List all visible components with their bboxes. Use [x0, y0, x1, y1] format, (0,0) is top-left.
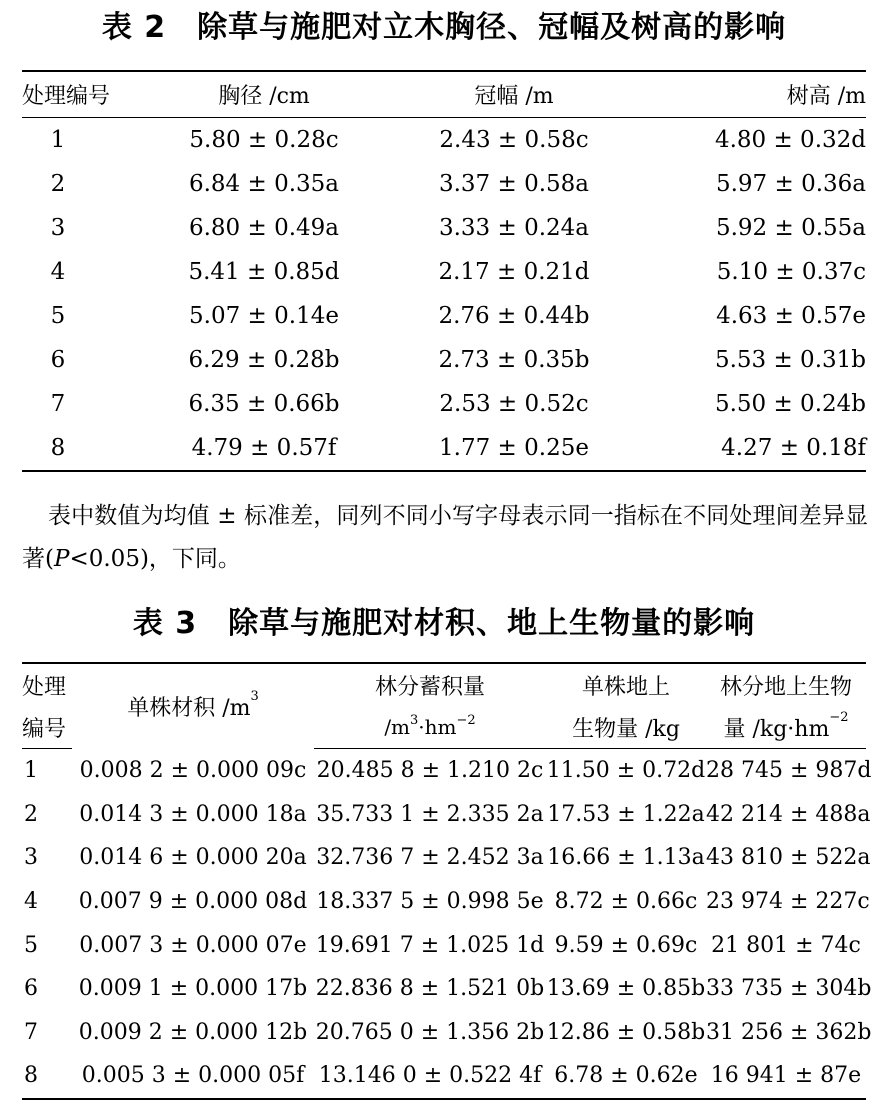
table-cell: 4 [50, 259, 66, 285]
table-cell: 23 974 ± 227c [706, 889, 870, 915]
table-cell: 6.78 ± 0.62e [554, 1063, 698, 1089]
table-cell: 4.63 ± 0.57e [716, 303, 866, 329]
header-text: 量 /kg·hm [723, 716, 830, 742]
table-cell: 1.77 ± 0.25e [439, 435, 589, 461]
table-cell: 2.73 ± 0.35b [438, 347, 590, 373]
table-cell: 5.53 ± 0.31b [714, 347, 866, 373]
table-cell: 35.733 1 ± 2.335 2a [316, 801, 544, 827]
table-cell: 43 810 ± 522a [706, 845, 871, 871]
table-cell: 8.72 ± 0.66c [554, 889, 698, 915]
footnote-p-symbol: P [53, 546, 70, 572]
table-cell: 5.10 ± 0.37c [716, 259, 866, 285]
table-cell: 32.736 7 ± 2.452 3a [316, 845, 544, 871]
table2-header-dbh: 胸径 /cm [144, 71, 384, 118]
table-cell: 8 [24, 1063, 38, 1089]
table-cell: 7 [50, 391, 66, 417]
table-cell: 17.53 ± 1.22a [547, 801, 705, 827]
table-cell: 6.35 ± 0.66b [188, 391, 340, 417]
table-cell: 0.005 3 ± 0.000 05f [81, 1063, 305, 1089]
header-text: 单株材积 /m [127, 695, 251, 721]
table-cell: 33 735 ± 304b [706, 976, 872, 1002]
table-cell: 4.79 ± 0.57f [191, 435, 337, 461]
table2-title: 表 2 除草与施肥对立木胸径、冠幅及树高的影响 [101, 10, 787, 45]
table-row [22, 118, 866, 163]
table3-header-id-line1: 处理 [22, 674, 67, 700]
table-cell: 22.836 8 ± 1.521 0b [315, 976, 545, 1002]
header-sup: 3 [250, 688, 259, 704]
table3-header-biomass-line1: 单株地上 [581, 674, 670, 700]
table-row [22, 793, 866, 837]
table-cell: 3 [24, 845, 38, 871]
table-cell: 6 [24, 976, 38, 1002]
table-cell: 13.69 ± 0.85b [546, 976, 706, 1002]
table-cell: 6.84 ± 0.35a [188, 171, 340, 197]
footnote-text-1: 表中数值为均值 ± 标准差，同列不同小写字母表示同一指标在不同处理间差异显著( [22, 503, 868, 572]
table-cell: 16.66 ± 1.13a [547, 845, 705, 871]
table-row [22, 338, 866, 382]
table-cell: 19.691 7 ± 1.025 1d [315, 932, 545, 958]
table-cell: 21 801 ± 74c [711, 932, 861, 958]
table3-header-volume [72, 663, 314, 749]
table-cell: 7 [24, 1019, 38, 1045]
header-text: ·hm [418, 715, 457, 739]
table3-header-biomass-line2: 生物量 /kg [546, 706, 706, 749]
table-row [22, 836, 866, 880]
table-cell: 2 [24, 801, 38, 827]
table3-header-stand-biomass-line1: 林分地上生物 [719, 674, 852, 700]
table-cell: 11.50 ± 0.72d [546, 758, 706, 784]
table3-header-stock-line2 [314, 706, 546, 749]
table-cell: 9.59 ± 0.69c [554, 932, 698, 958]
table-row [22, 382, 866, 426]
table2 [22, 70, 866, 472]
table3 [22, 662, 872, 1100]
table-row [22, 426, 866, 471]
table-cell: 13.146 0 ± 0.522 4f [318, 1063, 542, 1089]
header-text: /m [384, 715, 411, 739]
table-cell: 2.53 ± 0.52c [439, 391, 589, 417]
table-cell: 1 [50, 127, 66, 153]
table-cell: 2 [50, 171, 66, 197]
table-cell: 6.80 ± 0.49a [188, 215, 340, 241]
table-cell: 0.008 2 ± 0.000 09c [79, 758, 307, 784]
table-row [22, 294, 866, 338]
table-cell: 5.97 ± 0.36a [715, 171, 866, 197]
header-sup: 3 [410, 713, 419, 728]
table2-header-row [22, 71, 866, 118]
table-cell: 5.41 ± 0.85d [188, 259, 340, 285]
table2-footnote [22, 495, 868, 581]
table-cell: 28 745 ± 987d [706, 758, 872, 784]
table-row [22, 967, 866, 1011]
table-cell: 6.29 ± 0.28b [188, 347, 340, 373]
table-cell: 0.009 1 ± 0.000 17b [78, 976, 308, 1002]
table-cell: 3.37 ± 0.58a [438, 171, 590, 197]
table-cell: 16 941 ± 87e [710, 1063, 862, 1089]
table2-header-id: 处理编号 [22, 71, 144, 118]
table-cell: 42 214 ± 488a [706, 801, 871, 827]
table-row [22, 206, 866, 250]
table-row [22, 1011, 866, 1055]
table-cell: 5 [50, 303, 66, 329]
table2-header-height: 树高 /m [644, 71, 866, 118]
table-cell: 18.337 5 ± 0.998 5e [316, 889, 544, 915]
table3-header-row-1 [22, 663, 866, 706]
table-cell: 4.80 ± 0.32d [714, 127, 866, 153]
table3-header-stand-biomass-line2 [706, 706, 866, 749]
footnote-text-2: <0.05)，下同。 [69, 546, 241, 572]
table-cell: 2.43 ± 0.58c [439, 127, 589, 153]
table-cell: 1 [24, 758, 38, 784]
table-cell: 5.50 ± 0.24b [714, 391, 866, 417]
table-cell: 20.485 8 ± 1.210 2c [316, 758, 544, 784]
table2-header-crown: 冠幅 /m [384, 71, 644, 118]
table-row [22, 880, 866, 924]
table-cell: 5 [24, 932, 38, 958]
table-cell: 0.007 3 ± 0.000 07e [79, 932, 307, 958]
table-cell: 5.07 ± 0.14e [189, 303, 339, 329]
table-cell: 4 [24, 889, 38, 915]
table-cell: 0.007 9 ± 0.000 08d [78, 889, 308, 915]
table-cell: 3 [50, 215, 66, 241]
table-row [22, 162, 866, 206]
table-cell: 0.009 2 ± 0.000 12b [78, 1019, 308, 1045]
table-cell: 5.80 ± 0.28c [189, 127, 339, 153]
table-cell: 31 256 ± 362b [706, 1019, 872, 1045]
table-cell: 20.765 0 ± 1.356 2b [315, 1019, 545, 1045]
table-cell: 2.76 ± 0.44b [438, 303, 590, 329]
table-cell: 2.17 ± 0.21d [438, 259, 590, 285]
table-cell: 8 [50, 435, 66, 461]
table-cell: 12.86 ± 0.58b [546, 1019, 706, 1045]
table3-header-id-line2: 编号 [22, 706, 72, 749]
table-cell: 6 [50, 347, 66, 373]
table-cell: 0.014 6 ± 0.000 20a [79, 845, 307, 871]
header-sup: −2 [456, 713, 476, 728]
table-row [22, 749, 866, 793]
header-sup: −2 [829, 709, 849, 725]
table-cell: 3.33 ± 0.24a [438, 215, 590, 241]
table-row [22, 1054, 866, 1099]
table3-header-stock-line1: 林分蓄积量 [374, 674, 485, 700]
table-cell: 0.014 3 ± 0.000 18a [79, 801, 307, 827]
table-row [22, 923, 866, 967]
table3-title: 表 3 除草与施肥对材积、地上生物量的影响 [132, 606, 756, 641]
table-cell: 5.92 ± 0.55a [715, 215, 866, 241]
table-cell: 4.27 ± 0.18f [721, 435, 866, 461]
table-row [22, 250, 866, 294]
